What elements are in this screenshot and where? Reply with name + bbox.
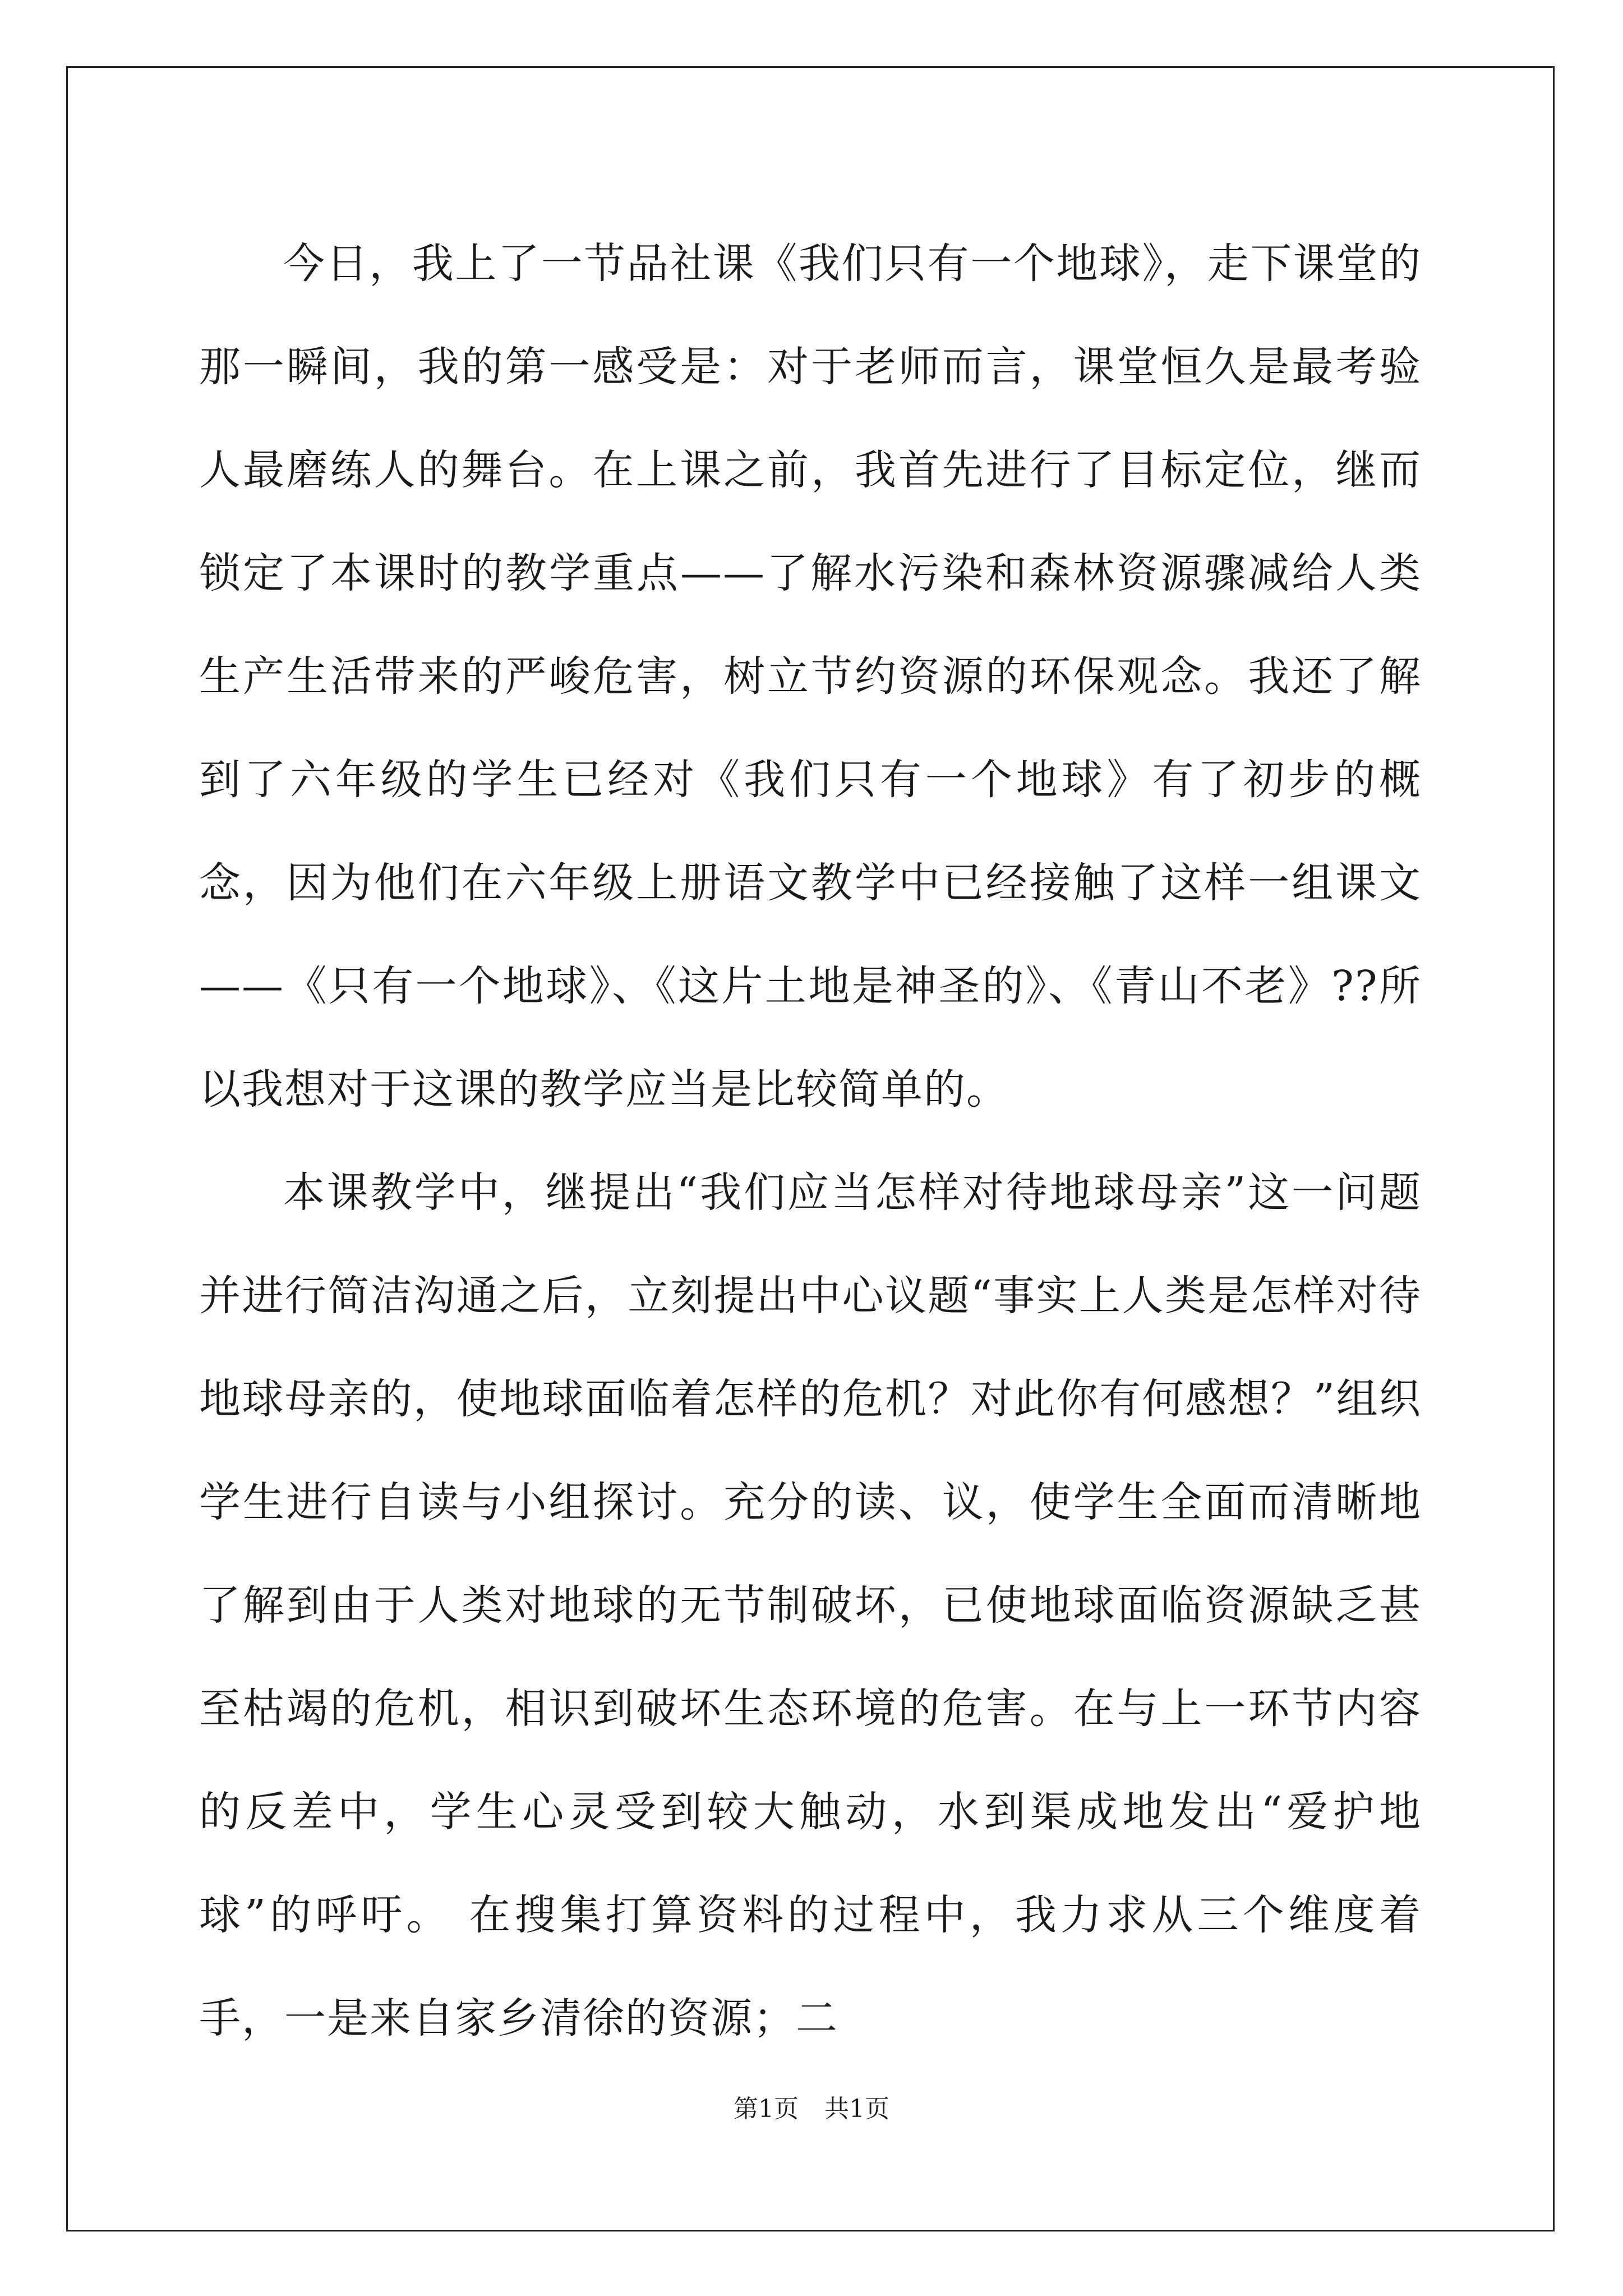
page-total: 共1页 (824, 2095, 889, 2123)
page-footer (0, 2092, 1623, 2126)
paragraph-2: 本课教学中，继提出“我们应当怎样对待地球母亲”这一问题并进行简洁沟通之后，立刻提出中心议题“事实上人类是怎样对待地球母亲的，使地球面临着怎样的危机？对此你有何感想？”组织学生进行自读与小组探讨。充分的读、议，使学生全面而清晰地了解到由于人类对地球的无节制破坏，已使地球面临资源缺乏甚至枯竭的危机，相识到破坏生态环境的危害。在与上一环节内容的反差中，学生心灵受到较大触动，水到渠成地发出“爱护地球”的呼吁。 在搜集打算资料的过程中，我力求从三个维度着手，一是来自家乡清徐的资源；二 (199, 1168, 1422, 2042)
page-number: 第1页 (734, 2095, 799, 2123)
paragraph-1: 今日，我上了一节品社课《我们只有一个地球》，走下课堂的那一瞬间，我的第一感受是：对于老师而言，课堂恒久是最考验人最磨练人的舞台。在上课之前，我首先进行了目标定位，继而锁定了本课时的教学重点——了解水污染和森林资源骤减给人类生产生活带来的严峻危害，树立节约资源的环保观念。我还了解到了六年级的学生已经对《我们只有一个地球》有了初步的概念，因为他们在六年级上册语文教学中已经接触了这样一组课文——《只有一个地球》、《这片土地是神圣的》、《青山不老》??所以我想对于这课的教学应当是比较简单的。 (199, 240, 1422, 1114)
document-body (199, 212, 1422, 2070)
